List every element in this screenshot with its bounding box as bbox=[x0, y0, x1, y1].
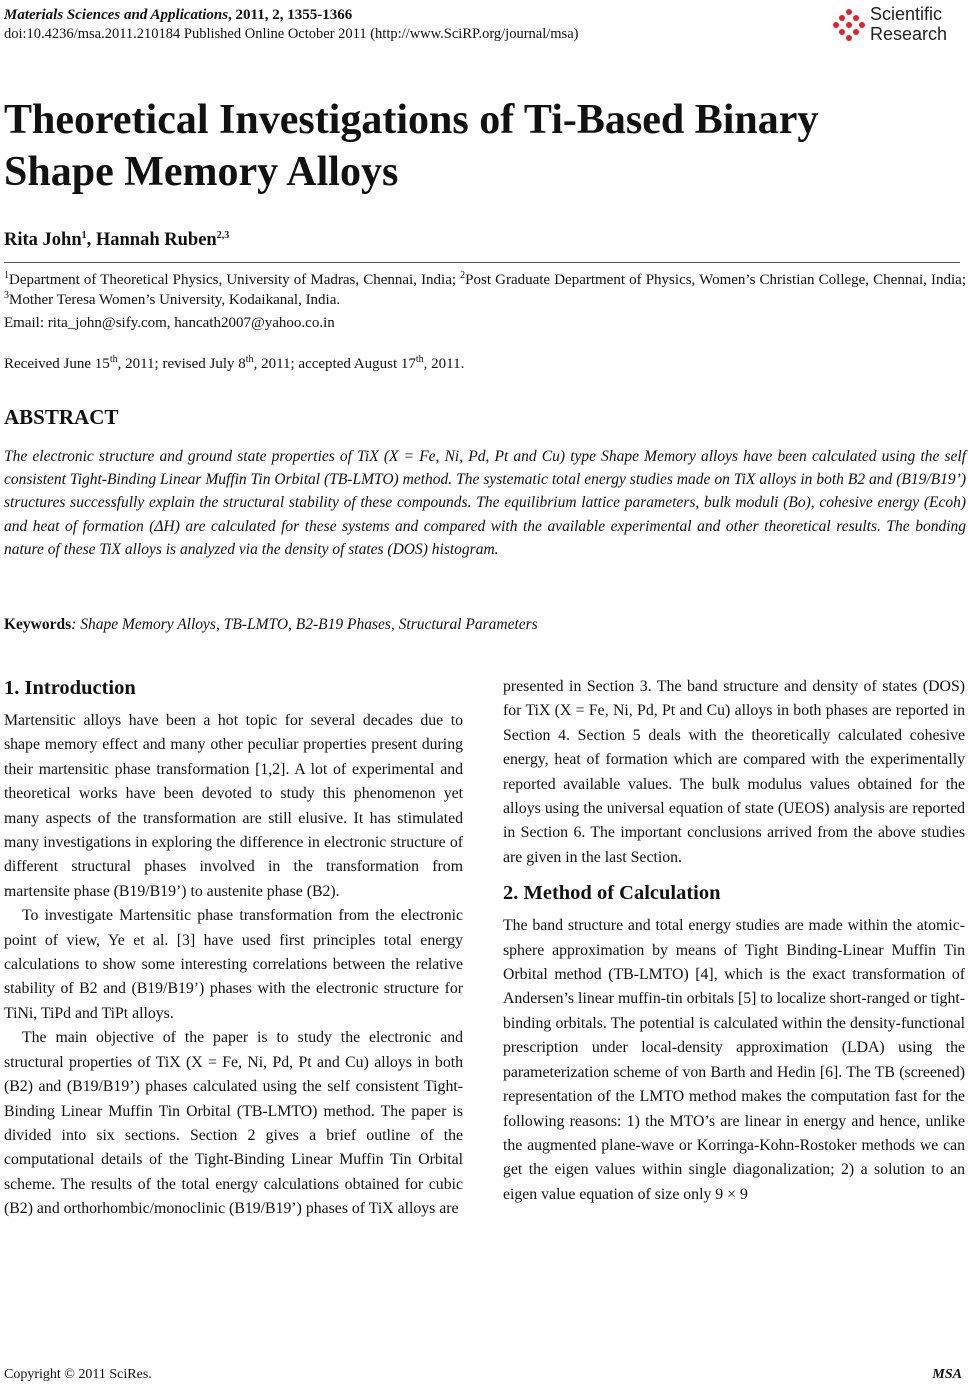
header-divider bbox=[4, 262, 960, 263]
running-header bbox=[4, 6, 578, 44]
abstract-heading: ABSTRACT bbox=[4, 405, 119, 429]
intro-paragraph-3: The main objective of the paper is to study the electronic and structural properties of TiX (X = Fe, Ni, Pd, Pt and Cu) alloys in both (B2) and (B19/B19’) phases calculated using the self consistent Tight-Binding Linear Muffin Tin Orbital (TB-LMTO) method. The paper is divided into six sections. Section 2 gives a brief outline of the computational details of the Tight-Binding Linear Muffin Tin Orbital scheme. The results of the total energy calculations obtained for cubic (B2) and orthorhombic/monoclinic (B19/B19’) phases of TiX alloys are bbox=[4, 1029, 463, 1218]
doi-line: doi:10.4236/msa.2011.210184 Published Online October 2011 (http://www.SciRP.org/journal/msa) bbox=[4, 26, 579, 42]
affiliations: $^1$Department of Theoretical Physics, University of Madras, Chennai, India; $^2$Post Graduate Department of Physics, Women’s Christian College, Chennai, India; $^3$Mother Teresa Women’s University, Kodaikanal, India. bbox=[4, 270, 966, 308]
section-heading-method: 2. Method of Calculation bbox=[503, 882, 721, 905]
right-column bbox=[503, 675, 965, 1207]
intro-paragraph-2: To investigate Martensitic phase transformation from the electronic point of view, Ye et al. [3] have used first principles total energy calculations to show some interesting correlations between the relative stability of B2 and (B19/B19’) phases with the electronic structure for TiNi, TiPd and TiPt alloys. bbox=[4, 907, 463, 1022]
paper-title: Theoretical Investigations of Ti-Based Binary Shape Memory Alloys bbox=[4, 97, 819, 195]
logo-icon bbox=[832, 8, 866, 42]
method-paragraph-1: The band structure and total energy studies are made within the atomic-sphere approximation by means of Tight Binding-Linear Muffin Tin Orbital method (TB-LMTO) [4], which is the exact transformation of Andersen’s linear muffin-tin orbitals [5] to localize short-ranged or tight-binding orbitals. The potential is calculated within the density-functional prescription under local-density approximation (LDA) using the parameterization scheme of von Barth and Hedin [6]. The TB (screened) representation of the LMTO method makes the computation fast for the following reasons: 1) the MTO’s are linear in energy and hence, unlike the augmented plane-wave or Korringa-Kohn-Rostoker methods we can get the eigen values within single diagonalization; 2) a solution to an eigen value equation of size only 9 × 9 bbox=[503, 917, 965, 1203]
journal-citation: , 2011, 2, 1355-1366 bbox=[228, 7, 353, 23]
copyright-footer: Copyright © 2011 SciRes. bbox=[4, 1367, 152, 1382]
abstract-text: The electronic structure and ground state properties of TiX (X = Fe, Ni, Pd, Pt and Cu) type Shape Memory alloys have been calculated using the self consistent Tight-Binding Linear Muffin Tin Orbital (TB-LMTO) method. The systematic total energy studies made on TiX alloys in both B2 and (B19/B19’) structures successfully explain the structural stability of these compounds. The equilibrium lattice parameters, bulk moduli (Bo), cohesive energy (Ecoh) and heat of formation (ΔH) are calculated for these systems and compared with the available experimental and other theoretical results. The bonding nature of these TiX alloys is analyzed via the density of states (DOS) histogram. bbox=[4, 448, 966, 558]
author-emails: Email: rita_john@sify.com, hancath2007@yahoo.co.in bbox=[4, 315, 335, 331]
intro-paragraph-1: Martensitic alloys have been a hot topic for several decades due to shape memory effect and many other peculiar properties present during their martensitic phase transformation [1,2]. A lot of experimental and theoretical works have been devoted to study this phenomenon yet many aspects of the transformation are still elusive. It has stimulated many investigations in exploring the difference in electronic structure of different structural phases involved in the transformation from martensite phase (B19/B19’) to austenite phase (B2). bbox=[4, 712, 463, 900]
journal-abbrev-footer: MSA bbox=[932, 1367, 962, 1382]
keywords: Keywords: Shape Memory Alloys, TB-LMTO, B2-B19 Phases, Structural Parameters bbox=[4, 616, 538, 633]
intro-paragraph-3-continued: presented in Section 3. The band structure and density of states (DOS) for TiX (X = Fe, Ni, Pd, Pt and Cu) alloys in both phases are reported in Section 4. Section 5 deals with the theoretically calculated cohesive energy, heat of formation which are compared with the experimentally reported available values. The bulk modulus values obtained for the alloys using the universal equation of state (UEOS) analysis are reported in Section 6. The important conclusions arrived from the above studies are given in the last Section. bbox=[503, 678, 965, 866]
logo-text: Scientific Research bbox=[870, 4, 948, 44]
author-list: Rita John$^1$, Hannah Ruben$^{2,3}$ bbox=[4, 229, 230, 250]
section-heading-introduction: 1. Introduction bbox=[4, 677, 136, 699]
publisher-logo bbox=[832, 2, 962, 44]
left-column bbox=[4, 675, 463, 1222]
received-dates: Received June 15th, 2011; revised July 8th, 2011; accepted August 17th, 2011. bbox=[4, 354, 465, 372]
journal-name: Materials Sciences and Applications bbox=[4, 7, 229, 23]
